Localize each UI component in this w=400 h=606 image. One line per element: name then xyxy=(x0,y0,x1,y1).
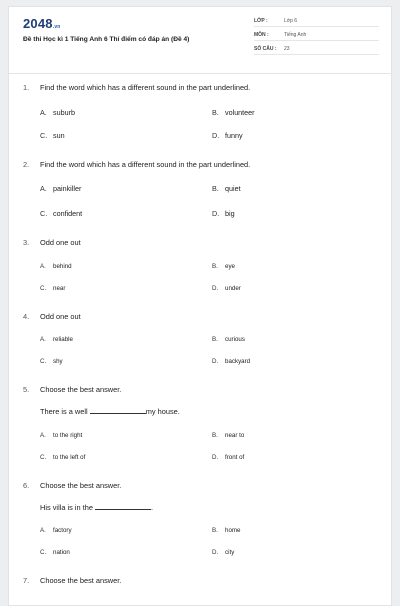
logo-suffix: .vn xyxy=(52,24,61,30)
question-number: 2. xyxy=(23,160,30,169)
meta-value: Lớp 6 xyxy=(284,18,298,24)
option-c[interactable]: C. sun xyxy=(40,131,65,140)
question-number: 7. xyxy=(23,576,30,585)
question-number: 5. xyxy=(23,385,30,394)
meta-label: MÔN : xyxy=(254,32,269,38)
option-b[interactable]: B. curious xyxy=(212,336,245,343)
exam-title: Đề thi Học kì 1 Tiếng Anh 6 Thí điểm có đáp án (Đề 4) xyxy=(23,36,190,43)
option-a[interactable]: A. to the right xyxy=(40,432,83,439)
question-text: Odd one out xyxy=(40,238,81,247)
option-c[interactable]: C. to the left of xyxy=(40,454,86,461)
meta-value: 23 xyxy=(284,46,290,52)
option-d[interactable]: D. big xyxy=(212,209,235,218)
option-d[interactable]: D. backyard xyxy=(212,358,251,365)
option-a[interactable]: A. painkiller xyxy=(40,184,82,193)
option-c[interactable]: C. near xyxy=(40,285,66,292)
question-sentence: There is a well my house. xyxy=(40,407,180,416)
question-text: Choose the best answer. xyxy=(40,481,122,490)
option-a[interactable]: A. behind xyxy=(40,263,72,270)
option-a[interactable]: A. reliable xyxy=(40,336,73,343)
option-a[interactable]: A. factory xyxy=(40,527,72,534)
option-c[interactable]: C. confident xyxy=(40,209,83,218)
exam-header xyxy=(9,7,393,73)
question-text: Choose the best answer. xyxy=(40,385,122,394)
question-text: Odd one out xyxy=(40,312,81,321)
question-text: Choose the best answer. xyxy=(40,576,122,585)
meta-row-class xyxy=(254,17,379,27)
meta-label: SỐ CÂU : xyxy=(254,46,277,52)
header-divider xyxy=(9,73,393,74)
option-a[interactable]: A. suburb xyxy=(40,108,75,117)
question-number: 4. xyxy=(23,312,30,321)
question-text: Find the word which has a different sound in the part underlined. xyxy=(40,83,251,92)
question-number: 6. xyxy=(23,481,30,490)
option-d[interactable]: D. funny xyxy=(212,131,243,140)
site-logo[interactable] xyxy=(23,16,61,31)
option-d[interactable]: D. under xyxy=(212,285,241,292)
meta-row-count xyxy=(254,45,379,55)
question-sentence: His villa is in the . xyxy=(40,503,154,512)
question-number: 3. xyxy=(23,238,30,247)
option-b[interactable]: B. near to xyxy=(212,432,245,439)
option-b[interactable]: B. eye xyxy=(212,263,235,270)
question-number: 1. xyxy=(23,83,30,92)
option-b[interactable]: B. home xyxy=(212,527,241,534)
option-d[interactable]: D. front of xyxy=(212,454,245,461)
option-b[interactable]: B. quiet xyxy=(212,184,241,193)
option-c[interactable]: C. nation xyxy=(40,549,70,556)
question-text: Find the word which has a different sound in the part underlined. xyxy=(40,160,251,169)
option-b[interactable]: B. volunteer xyxy=(212,108,255,117)
answer-blank[interactable] xyxy=(95,509,151,510)
meta-label: LỚP : xyxy=(254,18,268,24)
answer-blank[interactable] xyxy=(90,413,146,414)
exam-page xyxy=(8,6,392,606)
meta-value: Tiếng Anh xyxy=(284,32,307,38)
option-c[interactable]: C. shy xyxy=(40,358,63,365)
meta-row-subject xyxy=(254,31,379,41)
logo-text: 2048 xyxy=(23,16,53,31)
option-d[interactable]: D. city xyxy=(212,549,235,556)
